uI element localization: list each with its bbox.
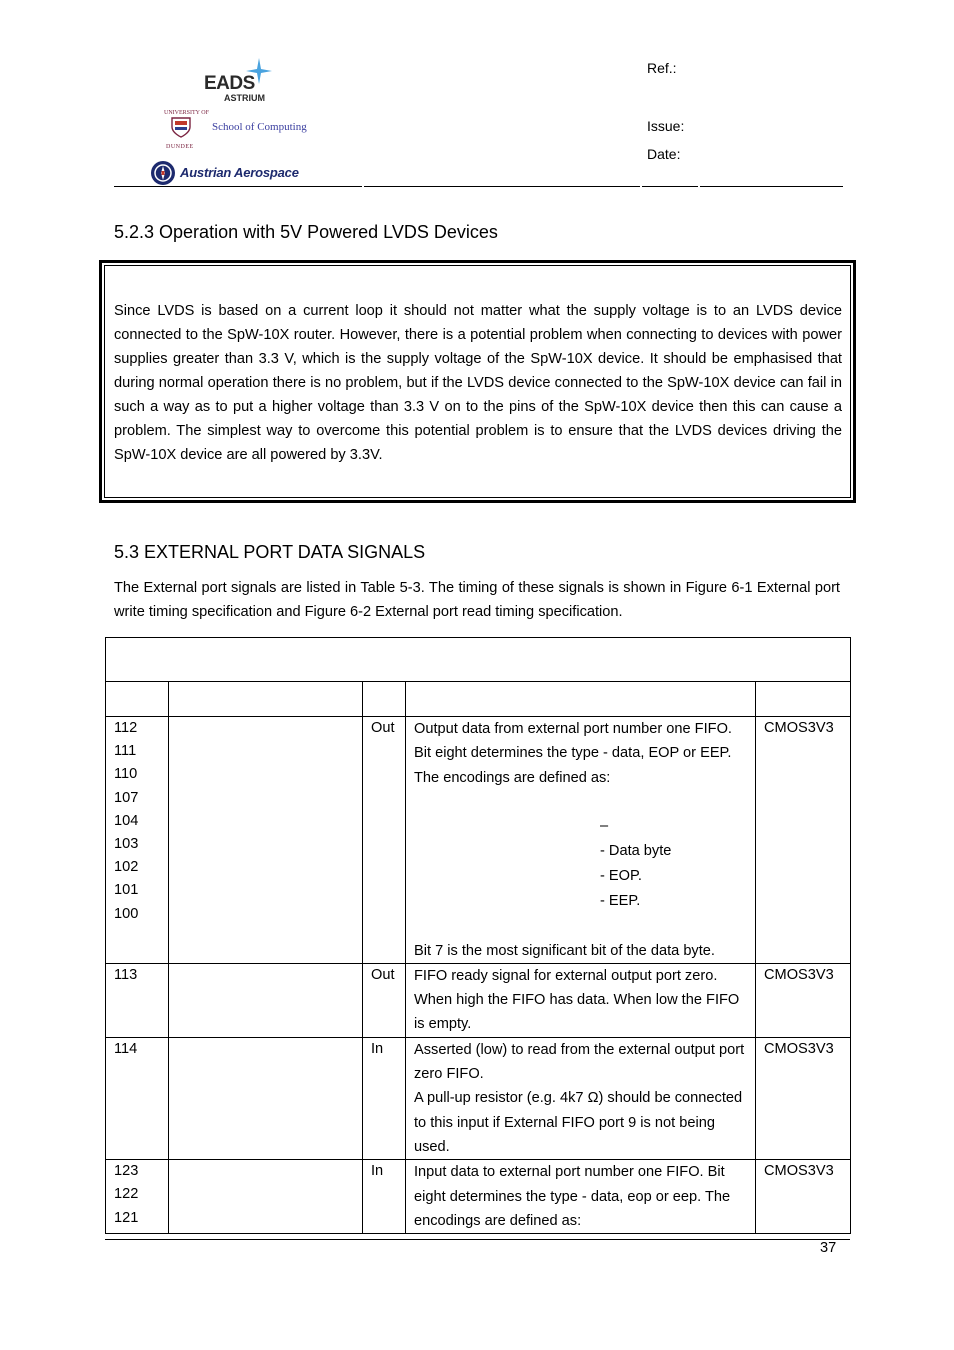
pin-number: 113 (114, 966, 138, 983)
pin-number: 107 (114, 789, 139, 806)
description-text: A pull-up resistor (e.g. 4k7 Ω) should be connected to this input if External FIFO port 9 is not being used. (414, 1090, 743, 1155)
description-text: FIFO ready signal for external output port zero. When high the FIFO has data. When low the FIFO is empty. (414, 967, 740, 1033)
header-cell (363, 682, 406, 717)
encoding-item: - Data byte (600, 842, 672, 859)
table-row (106, 963, 851, 1037)
header-rule (642, 186, 698, 187)
direction-cell: Out (363, 963, 406, 1037)
footer-rule (105, 1239, 850, 1240)
encoding-item: - EEP. (600, 892, 641, 909)
dundee-text: DUNDEE (166, 144, 194, 150)
table-caption-cell (106, 638, 851, 682)
table-header-row (106, 682, 851, 717)
pin-number: 100 (114, 905, 139, 922)
pin-number: 110 (114, 766, 138, 783)
signal-name-cell (169, 1037, 363, 1159)
pin-number: 122 (114, 1186, 139, 1203)
eads-astrium-logo (200, 56, 280, 106)
issue-label: Issue: (647, 118, 685, 134)
section-heading-5-3: 5.3 EXTERNAL PORT DATA SIGNALS (114, 542, 426, 562)
pin-cell (106, 717, 169, 964)
austrian-emblem-icon (150, 160, 176, 186)
signal-name-cell (169, 717, 363, 964)
description-cell (406, 717, 756, 964)
description-text: Input data to external port number one FIFO. Bit eight determines the type - data, eop or eep. The encodings are defined as: (414, 1164, 731, 1229)
header-rule (364, 186, 640, 187)
austrian-aerospace-wordmark: Austrian Aerospace (180, 165, 299, 180)
table-row (106, 1037, 851, 1159)
header-rule (700, 186, 843, 187)
signal-table (105, 637, 851, 1234)
type-cell: CMOS3V3 (756, 717, 851, 964)
austrian-aerospace-logo (150, 160, 340, 188)
table-row (106, 1160, 851, 1234)
pin-number: 114 (114, 1040, 138, 1057)
page-number: 37 (820, 1240, 837, 1256)
pin-number: 112 (114, 720, 138, 736)
encoding-item: – (600, 817, 609, 834)
section-heading-5-2-3: 5.2.3 Operation with 5V Powered LVDS Devices (114, 222, 498, 242)
description-text: Asserted (low) to read from the external output port zero FIFO. (414, 1041, 745, 1083)
pin-number: 111 (114, 743, 137, 760)
description-cell (406, 1160, 756, 1234)
ref-label: Ref.: (647, 60, 677, 76)
description-text: Output data from external port number one FIFO. Bit eight determines the type - data, EOP or EEP. The encodings are defined as: (414, 721, 732, 786)
university-of-dundee-logo (152, 110, 332, 156)
pin-cell (106, 1160, 169, 1234)
intro-paragraph: The External port signals are listed in Table 5-3. The timing of these signals is shown in Figure 6-1 External port write timing specification and Figure 6-2 External port read timing specification. (114, 580, 840, 620)
date-label: Date: (647, 146, 681, 162)
type-cell: CMOS3V3 (756, 963, 851, 1037)
type-cell: CMOS3V3 (756, 1037, 851, 1159)
university-arc-text: UNIVERSITY OF (164, 110, 209, 116)
astrium-wordmark: ASTRIUM (224, 93, 265, 103)
pin-number: 102 (114, 859, 139, 876)
pin-number: 121 (114, 1209, 139, 1226)
school-of-computing-text: School of Computing (212, 121, 307, 133)
pin-cell (106, 1037, 169, 1159)
type-cell: CMOS3V3 (756, 1160, 851, 1234)
note-box (99, 260, 856, 503)
direction-cell: Out (363, 717, 406, 964)
header-cell (169, 682, 363, 717)
table-row (106, 717, 851, 964)
pin-number: 101 (114, 882, 139, 899)
table-caption-row (106, 638, 851, 682)
pin-cell (106, 963, 169, 1037)
eads-wordmark: EADS (204, 73, 255, 94)
header-cell (106, 682, 169, 717)
pin-number: 123 (114, 1163, 139, 1180)
encoding-list (414, 814, 747, 914)
header-rule (114, 186, 362, 187)
header-cell (756, 682, 851, 717)
description-cell (406, 1037, 756, 1159)
pin-number: 104 (114, 812, 139, 829)
pin-number: 103 (114, 836, 139, 853)
description-cell (406, 963, 756, 1037)
signal-name-cell (169, 1160, 363, 1234)
header-cell (406, 682, 756, 717)
signal-name-cell (169, 963, 363, 1037)
direction-cell: In (363, 1037, 406, 1159)
encoding-item: - EOP. (600, 867, 642, 884)
crest-icon (170, 116, 192, 138)
note-text: Since LVDS is based on a current loop it should not matter what the supply voltage is to an LVDS device connected to the SpW-10X router. However, there is a potential problem when connecting to devices with power supplies greater than 3.3 V, which is the supply voltage of the SpW-10X device. It should be emphasised that during normal operation there is no problem, but if the LVDS device connected to the SpW-10X device can fail in such a way as to put a higher voltage than 3.3 V on to the pins of the SpW-10X device then this can cause a problem. The simplest way to overcome this potential problem is to ensure that the LVDS devices driving the SpW-10X device are all powered by 3.3V. (114, 303, 842, 463)
direction-cell: In (363, 1160, 406, 1234)
description-tail: Bit 7 is the most significant bit of the data byte. (414, 942, 715, 959)
